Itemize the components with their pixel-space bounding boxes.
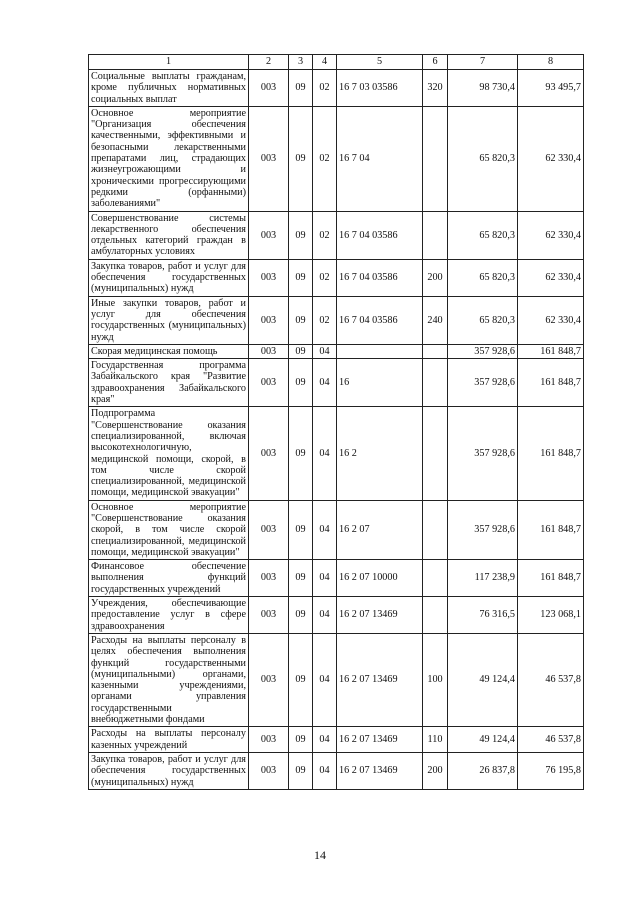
table-row bbox=[89, 500, 584, 559]
expense-type-cell: 240 bbox=[423, 296, 448, 344]
row-name-cell: Иные закупки товаров, работ и услуг для обеспечения государственных (муниципальных) нужд bbox=[89, 296, 249, 344]
row-name-cell: Закупка товаров, работ и услуг для обеспечения государственных (муниципальных) нужд bbox=[89, 259, 249, 296]
section-code-cell: 09 bbox=[289, 560, 313, 597]
target-article-cell: 16 2 07 13469 bbox=[337, 597, 423, 634]
amount-col8-cell: 161 848,7 bbox=[518, 344, 584, 358]
subsection-code-cell: 04 bbox=[313, 407, 337, 500]
row-name-cell: Финансовое обеспечение выполнения функций государственных учреждений bbox=[89, 560, 249, 597]
ministry-code-cell: 003 bbox=[249, 211, 289, 259]
section-code-cell: 09 bbox=[289, 359, 313, 407]
table-row bbox=[89, 70, 584, 107]
table-row bbox=[89, 259, 584, 296]
ministry-code-cell: 003 bbox=[249, 500, 289, 559]
table-row bbox=[89, 752, 584, 789]
table-row bbox=[89, 344, 584, 358]
amount-col8-cell: 161 848,7 bbox=[518, 500, 584, 559]
table-body bbox=[89, 70, 584, 790]
page-number: 14 bbox=[314, 848, 326, 862]
subsection-code-cell: 02 bbox=[313, 259, 337, 296]
subsection-code-cell: 04 bbox=[313, 597, 337, 634]
row-name-cell: Скорая медицинская помощь bbox=[89, 344, 249, 358]
target-article-cell: 16 2 07 10000 bbox=[337, 560, 423, 597]
target-article-cell: 16 bbox=[337, 359, 423, 407]
ministry-code-cell: 003 bbox=[249, 727, 289, 753]
target-article-cell: 16 2 07 13469 bbox=[337, 633, 423, 726]
table-row bbox=[89, 597, 584, 634]
subsection-code-cell: 04 bbox=[313, 344, 337, 358]
amount-col8-cell: 62 330,4 bbox=[518, 211, 584, 259]
amount-col7-cell: 49 124,4 bbox=[448, 727, 518, 753]
section-code-cell: 09 bbox=[289, 727, 313, 753]
amount-col7-cell: 357 928,6 bbox=[448, 344, 518, 358]
amount-col8-cell: 62 330,4 bbox=[518, 259, 584, 296]
column-header: 3 bbox=[289, 55, 313, 70]
ministry-code-cell: 003 bbox=[249, 359, 289, 407]
ministry-code-cell: 003 bbox=[249, 106, 289, 211]
target-article-cell: 16 2 07 bbox=[337, 500, 423, 559]
target-article-cell: 16 2 07 13469 bbox=[337, 752, 423, 789]
amount-col7-cell: 357 928,6 bbox=[448, 407, 518, 500]
subsection-code-cell: 04 bbox=[313, 359, 337, 407]
row-name-cell: Подпрограмма "Совершенствование оказания специализированной, включая высокотехнологичную, медицинской помощи, скорой, в том числе скорой специализированной, медицинской помощи, медицинской эвакуации" bbox=[89, 407, 249, 500]
amount-col8-cell: 161 848,7 bbox=[518, 407, 584, 500]
amount-col8-cell: 76 195,8 bbox=[518, 752, 584, 789]
expense-type-cell bbox=[423, 597, 448, 634]
amount-col8-cell: 93 495,7 bbox=[518, 70, 584, 107]
section-code-cell: 09 bbox=[289, 70, 313, 107]
row-name-cell: Расходы на выплаты персоналу казенных учреждений bbox=[89, 727, 249, 753]
amount-col7-cell: 65 820,3 bbox=[448, 211, 518, 259]
amount-col7-cell: 26 837,8 bbox=[448, 752, 518, 789]
target-article-cell: 16 7 04 bbox=[337, 106, 423, 211]
subsection-code-cell: 02 bbox=[313, 296, 337, 344]
row-name-cell: Основное мероприятие "Организация обеспечения качественными, эффективными и безопасными лекарственными препаратами лиц, страдающих жизнеугрожающими и хроническими прогрессирующими редкими (орфанными) заболеваниями" bbox=[89, 106, 249, 211]
target-article-cell bbox=[337, 344, 423, 358]
column-header: 5 bbox=[337, 55, 423, 70]
table-header-row bbox=[89, 55, 584, 70]
table-row bbox=[89, 560, 584, 597]
ministry-code-cell: 003 bbox=[249, 752, 289, 789]
amount-col8-cell: 62 330,4 bbox=[518, 106, 584, 211]
subsection-code-cell: 04 bbox=[313, 752, 337, 789]
section-code-cell: 09 bbox=[289, 500, 313, 559]
ministry-code-cell: 003 bbox=[249, 597, 289, 634]
column-header: 1 bbox=[89, 55, 249, 70]
section-code-cell: 09 bbox=[289, 407, 313, 500]
amount-col7-cell: 76 316,5 bbox=[448, 597, 518, 634]
expense-type-cell: 100 bbox=[423, 633, 448, 726]
column-header: 7 bbox=[448, 55, 518, 70]
column-header: 2 bbox=[249, 55, 289, 70]
expense-type-cell: 200 bbox=[423, 752, 448, 789]
table-row bbox=[89, 407, 584, 500]
expense-type-cell bbox=[423, 106, 448, 211]
expense-type-cell bbox=[423, 359, 448, 407]
expense-type-cell: 200 bbox=[423, 259, 448, 296]
table-row bbox=[89, 727, 584, 753]
amount-col7-cell: 357 928,6 bbox=[448, 500, 518, 559]
section-code-cell: 09 bbox=[289, 211, 313, 259]
amount-col8-cell: 161 848,7 bbox=[518, 359, 584, 407]
target-article-cell: 16 7 04 03586 bbox=[337, 211, 423, 259]
section-code-cell: 09 bbox=[289, 296, 313, 344]
expense-type-cell: 110 bbox=[423, 727, 448, 753]
target-article-cell: 16 7 04 03586 bbox=[337, 296, 423, 344]
target-article-cell: 16 7 03 03586 bbox=[337, 70, 423, 107]
expense-type-cell: 320 bbox=[423, 70, 448, 107]
section-code-cell: 09 bbox=[289, 106, 313, 211]
section-code-cell: 09 bbox=[289, 633, 313, 726]
target-article-cell: 16 2 bbox=[337, 407, 423, 500]
table-row bbox=[89, 106, 584, 211]
target-article-cell: 16 2 07 13469 bbox=[337, 727, 423, 753]
subsection-code-cell: 02 bbox=[313, 106, 337, 211]
table-row bbox=[89, 296, 584, 344]
ministry-code-cell: 003 bbox=[249, 70, 289, 107]
table-row bbox=[89, 211, 584, 259]
amount-col8-cell: 161 848,7 bbox=[518, 560, 584, 597]
subsection-code-cell: 04 bbox=[313, 727, 337, 753]
row-name-cell: Учреждения, обеспечивающие предоставление услуг в сфере здравоохранения bbox=[89, 597, 249, 634]
amount-col7-cell: 98 730,4 bbox=[448, 70, 518, 107]
amount-col7-cell: 65 820,3 bbox=[448, 259, 518, 296]
row-name-cell: Государственная программа Забайкальского края "Развитие здравоохранения Забайкальского края" bbox=[89, 359, 249, 407]
amount-col7-cell: 65 820,3 bbox=[448, 106, 518, 211]
column-header: 8 bbox=[518, 55, 584, 70]
expense-type-cell bbox=[423, 211, 448, 259]
ministry-code-cell: 003 bbox=[249, 296, 289, 344]
section-code-cell: 09 bbox=[289, 259, 313, 296]
section-code-cell: 09 bbox=[289, 344, 313, 358]
section-code-cell: 09 bbox=[289, 752, 313, 789]
subsection-code-cell: 04 bbox=[313, 500, 337, 559]
amount-col8-cell: 46 537,8 bbox=[518, 727, 584, 753]
row-name-cell: Совершенствование системы лекарственного обеспечения отдельных категорий граждан в амбулаторных условиях bbox=[89, 211, 249, 259]
subsection-code-cell: 04 bbox=[313, 633, 337, 726]
row-name-cell: Расходы на выплаты персоналу в целях обеспечения выполнения функций государственными (муниципальными) органами, казенными учреждениями, органами управления государственными внебюджетными фондами bbox=[89, 633, 249, 726]
amount-col7-cell: 357 928,6 bbox=[448, 359, 518, 407]
table-row bbox=[89, 359, 584, 407]
row-name-cell: Социальные выплаты гражданам, кроме публичных нормативных социальных выплат bbox=[89, 70, 249, 107]
column-header: 4 bbox=[313, 55, 337, 70]
expense-type-cell bbox=[423, 500, 448, 559]
subsection-code-cell: 02 bbox=[313, 70, 337, 107]
budget-table bbox=[88, 54, 584, 790]
subsection-code-cell: 02 bbox=[313, 211, 337, 259]
ministry-code-cell: 003 bbox=[249, 259, 289, 296]
ministry-code-cell: 003 bbox=[249, 633, 289, 726]
table-row bbox=[89, 633, 584, 726]
column-header: 6 bbox=[423, 55, 448, 70]
amount-col7-cell: 65 820,3 bbox=[448, 296, 518, 344]
row-name-cell: Основное мероприятие "Совершенствование оказания скорой, в том числе скорой специализированной, медицинской помощи, медицинской эвакуации" bbox=[89, 500, 249, 559]
expense-type-cell bbox=[423, 560, 448, 597]
section-code-cell: 09 bbox=[289, 597, 313, 634]
amount-col7-cell: 49 124,4 bbox=[448, 633, 518, 726]
ministry-code-cell: 003 bbox=[249, 344, 289, 358]
expense-type-cell bbox=[423, 344, 448, 358]
expense-type-cell bbox=[423, 407, 448, 500]
amount-col8-cell: 62 330,4 bbox=[518, 296, 584, 344]
amount-col7-cell: 117 238,9 bbox=[448, 560, 518, 597]
subsection-code-cell: 04 bbox=[313, 560, 337, 597]
amount-col8-cell: 123 068,1 bbox=[518, 597, 584, 634]
ministry-code-cell: 003 bbox=[249, 407, 289, 500]
amount-col8-cell: 46 537,8 bbox=[518, 633, 584, 726]
target-article-cell: 16 7 04 03586 bbox=[337, 259, 423, 296]
ministry-code-cell: 003 bbox=[249, 560, 289, 597]
row-name-cell: Закупка товаров, работ и услуг для обеспечения государственных (муниципальных) нужд bbox=[89, 752, 249, 789]
